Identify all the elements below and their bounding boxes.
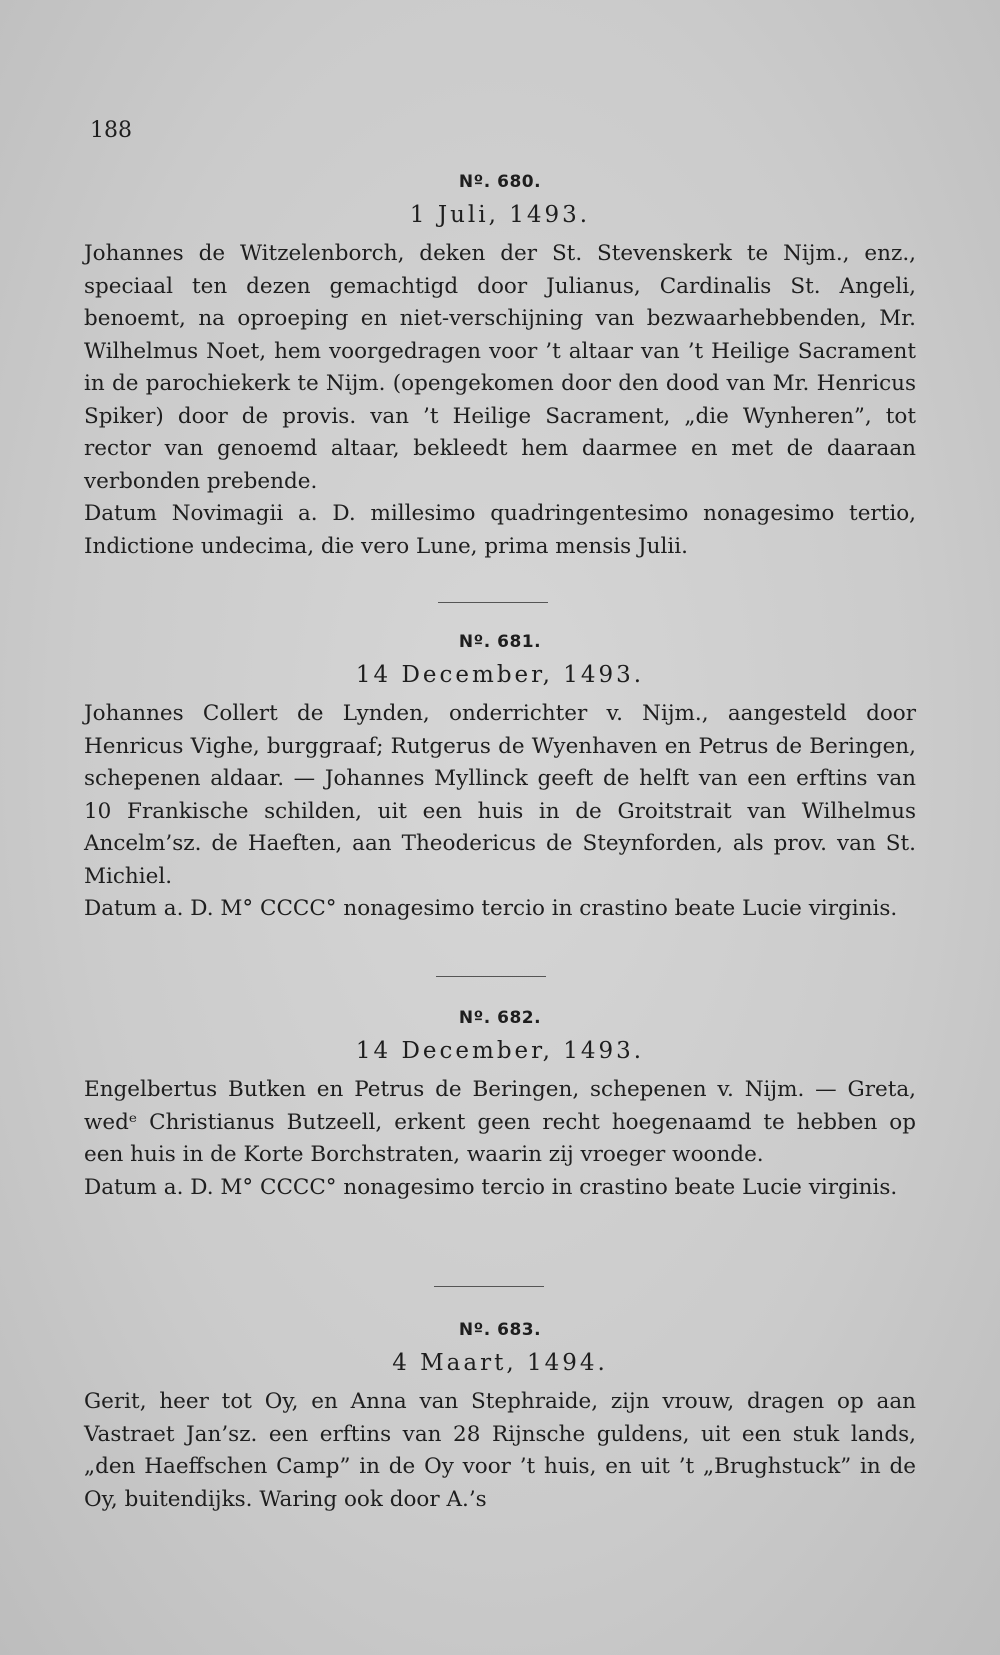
separator-rule xyxy=(434,1286,544,1287)
entry-number: Nº. 683. xyxy=(458,1320,542,1340)
entry-date: 1 Juli, 1493. xyxy=(409,202,591,228)
separator-rule xyxy=(438,602,548,603)
entry-date: 14 December, 1493. xyxy=(355,1038,645,1064)
page-number: 188 xyxy=(90,118,132,143)
entry-number: Nº. 681. xyxy=(458,632,542,652)
entry-date: 14 December, 1493. xyxy=(355,662,645,688)
entry-text: Gerit, heer tot Oy, en Anna van Stephraide, zijn vrouw, dragen op aan Vastraet Jan’sz. een erftins van 28 Rijnsche guldens, uit een stuk lands, „den Haeffschen Camp” in de Oy voor ’t huis, en uit ’t „Brughstuck” in de Oy, buitendijks. Waring ook door A.’s xyxy=(84,1389,916,1512)
entry-683 xyxy=(84,1320,916,1516)
entry-680 xyxy=(84,172,916,563)
entry-text: Johannes Collert de Lynden, onderrichter v. Nijm., aangesteld door Henricus Vighe, burggraaf; Rutgerus de Wyenhaven en Petrus de Beringen, schepenen aldaar. — Johannes Myllinck geeft de helft van een erftins van 10 Frankische schilden, uit een huis in de Groitstrait van Wilhelmus Ancelm’sz. de Haeften, aan Theodericus de Steynforden, als prov. van St. Michiel. xyxy=(84,701,916,889)
entry-datum: Datum Novimagii a. D. millesimo quadringentesimo nonagesimo tertio, Indictione undecima, die vero Lune, prima mensis Julii. xyxy=(84,501,916,559)
entry-number: Nº. 682. xyxy=(458,1008,542,1028)
entry-datum: Datum a. D. M° CCCC° nonagesimo tercio in crastino beate Lucie virginis. xyxy=(84,896,898,921)
entry-text: Johannes de Witzelenborch, deken der St. Stevenskerk te Nijm., enz., speciaal ten dezen gemachtigd door Julianus, Cardinalis St. Angeli, benoemt, na oproeping en niet-verschijning van bezwaarhebbenden, Mr. Wilhelmus Noet, hem voorgedragen voor ’t altaar van ’t Heilige Sacrament in de parochiekerk te Nijm. (opengekomen door den dood van Mr. Henricus Spiker) door de provis. van ’t Heilige Sacrament, „die Wynheren”, tot rector van genoemd altaar, bekleedt hem daarmee en met de daaraan verbonden prebende. xyxy=(84,241,916,494)
entry-681 xyxy=(84,632,916,926)
separator-rule xyxy=(436,976,546,977)
entry-682 xyxy=(84,1008,916,1204)
entry-date: 4 Maart, 1494. xyxy=(392,1350,608,1376)
entry-datum: Datum a. D. M° CCCC° nonagesimo tercio in crastino beate Lucie virginis. xyxy=(84,1174,898,1200)
entry-number: Nº. 680. xyxy=(458,172,542,192)
entry-text: Engelbertus Butken en Petrus de Beringen, schepenen v. Nijm. — Greta, wedᵉ Christianus Butzeell, erkent geen recht hoegenaamd te hebben op een huis in de Korte Borchstraten, waarin zij vroeger woonde. xyxy=(84,1077,916,1167)
